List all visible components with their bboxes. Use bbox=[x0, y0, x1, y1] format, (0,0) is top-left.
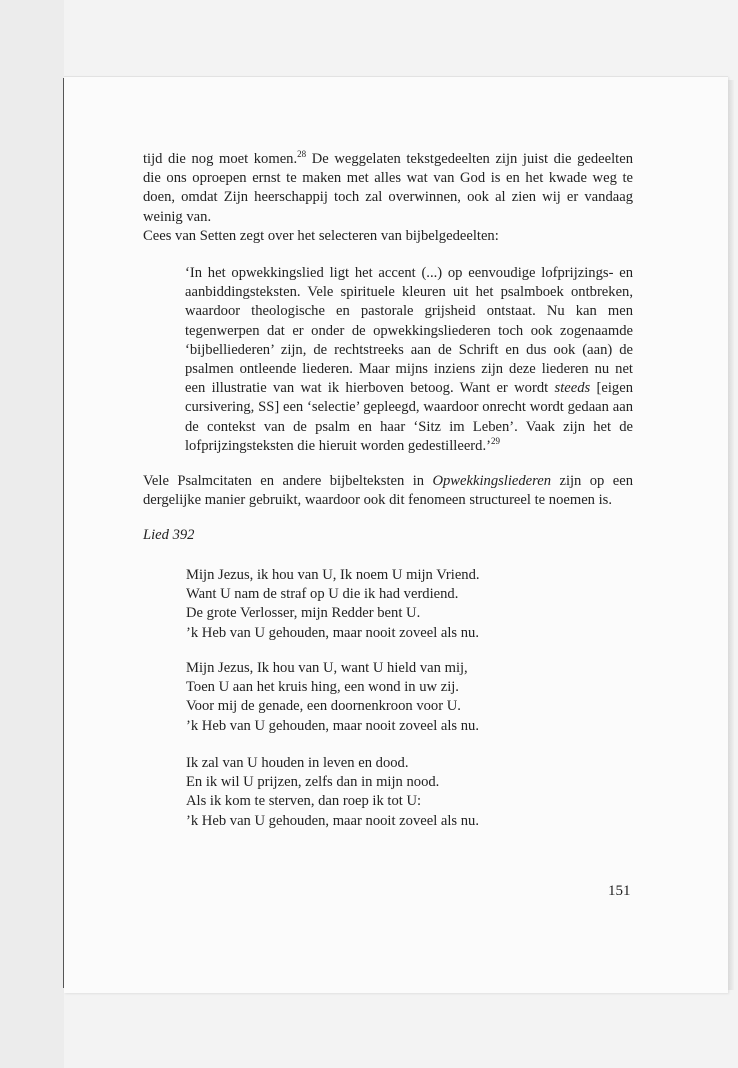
song-stanza-3 bbox=[186, 754, 606, 831]
book-spine-line bbox=[63, 78, 64, 988]
quote-text-2: [eigen cursivering, SS] een ‘selectie’ gepleegd, waardoor onrecht wordt gedaan aan de contekst van de psalm en haar ‘Sitz im Leben’. Vaak zijn het de lofprijzingsteksten die hieruit worden gedestilleerd.’ bbox=[185, 380, 633, 454]
stanza-line: De grote Verlosser, mijn Redder bent U. bbox=[186, 605, 421, 622]
stanza-line: ’k Heb van U gehouden, maar nooit zoveel als nu. bbox=[186, 717, 480, 734]
paragraph-conclusion-text-1: Vele Psalmcitaten en andere bijbelteksten in bbox=[143, 473, 433, 489]
paragraph-intro bbox=[143, 150, 633, 246]
song-stanza-1 bbox=[186, 566, 606, 643]
footnote-ref-29: 29 bbox=[490, 435, 500, 446]
page-edge bbox=[728, 80, 734, 990]
book-title-reference: Opwekkingsliederen bbox=[432, 473, 552, 489]
stanza-line: Mijn Jezus, ik hou van U, Ik noem U mijn Vriend. bbox=[186, 567, 480, 583]
stanza-line: Want U nam de straf op U die ik had verdiend. bbox=[186, 586, 459, 603]
stanza-line: Ik zal van U houden in leven en dood. bbox=[186, 755, 409, 771]
stanza-line: Mijn Jezus, Ik hou van U, want U hield van mij, bbox=[186, 660, 468, 676]
stanza-line: Toen U aan het kruis hing, een wond in uw zij. bbox=[186, 679, 459, 696]
paragraph-conclusion bbox=[143, 472, 633, 510]
page-number: 151 bbox=[608, 883, 631, 899]
paragraph-intro-text-1: tijd die nog moet komen. bbox=[143, 151, 298, 167]
stanza-line: Als ik kom te sterven, dan roep ik tot U: bbox=[186, 793, 422, 810]
paragraph-conclusion-text-2: zijn op een dergelijke manier gebruikt, waardoor ook dit fenomeen structureel te noemen is. bbox=[143, 473, 633, 509]
stanza-line: ’k Heb van U gehouden, maar nooit zoveel als nu. bbox=[186, 624, 480, 641]
quote-emphasis: steeds bbox=[554, 380, 591, 397]
block-quote bbox=[185, 264, 633, 456]
footnote-ref-28: 28 bbox=[297, 149, 307, 159]
song-stanza-2 bbox=[186, 659, 606, 736]
book-gutter bbox=[0, 0, 64, 1068]
song-heading: Lied 392 bbox=[143, 527, 195, 543]
quote-text-1: ‘In het opwekkingslied ligt het accent (...) op eenvoudige lofprijzings- en aanbiddingsteksten. Vele spirituele kleuren uit het psalmboek ontbreken, waardoor theologische en pastorale grijsheid ontstaat. Nu kan men tegenwerpen dat er onder de opwekkingsliederen toch ook zogenaamde ‘bijbelliederen’ zijn, de rechtstreeks aan de Schrift en dus ook (aan) de psalmen ontleende liederen. Maar mijns inziens zijn deze liederen nu net een illustratie van wat ik hierboven betoog. Want er wordt bbox=[185, 265, 633, 397]
stanza-line: En ik wil U prijzen, zelfs dan in mijn nood. bbox=[186, 774, 440, 791]
paragraph-intro-line-2: Cees van Setten zegt over het selecteren van bijbelgedeelten: bbox=[143, 227, 499, 244]
stanza-line: ’k Heb van U gehouden, maar nooit zoveel als nu. bbox=[186, 812, 480, 829]
paragraph-intro-text-2: De weggelaten tekstgedeelten zijn juist die gedeelten die ons oproepen ernst te maken met alles wat van God is en het kwade weg te doen, omdat Zijn heerschappij toch zal overwinnen, ook al zien wij er vandaag weinig van. bbox=[143, 151, 633, 225]
stanza-line: Voor mij de genade, een doornenkroon voor U. bbox=[186, 698, 461, 715]
